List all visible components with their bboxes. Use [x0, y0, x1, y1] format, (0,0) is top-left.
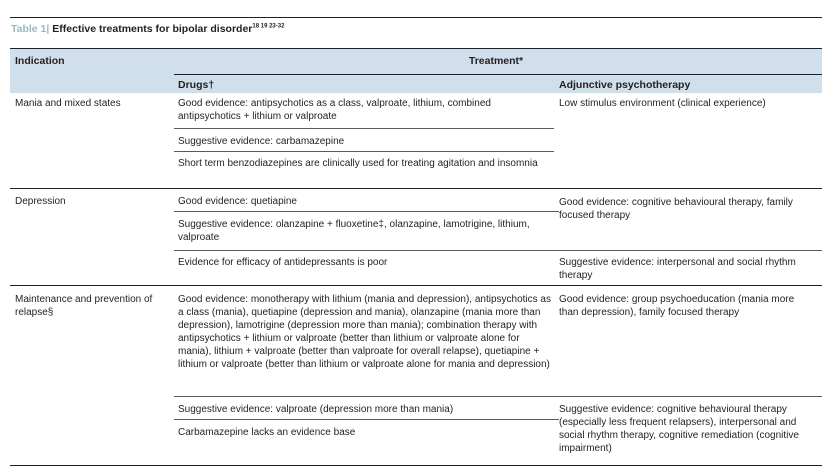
table-refs: 18 19 23-32	[252, 23, 285, 30]
maintenance-drug-carbamazepine: Carbamazepine lacks an evidence base	[178, 427, 356, 438]
maintenance-drug-suggestive: Suggestive evidence: valproate (depression more than mania)	[178, 404, 454, 415]
mania-psy: Low stimulus environment (clinical experience)	[559, 98, 766, 109]
row-divider	[10, 285, 822, 286]
table-title-text: Effective treatments for bipolar disorder	[52, 23, 253, 35]
header-psychotherapy: Adjunctive psychotherapy	[559, 79, 691, 91]
table-number: Table 1|	[11, 23, 50, 35]
maintenance-drug-good: Good evidence: monotherapy with lithium (mania and depression), antipsychotics as a class (mania), quetiapine (depression and mania), olanzapine (mania more than depression), lamotrigine (depression more than mania); combination therapy with antipsychotics + lithium or valproate (better than lithium or valproate alone for mania), lithium + valproate (better than valproate for overall relapse), quetiapine + lithium or valproate (better than lithium or valproate alone for mania and depression)	[178, 294, 551, 370]
divider	[174, 419, 559, 420]
divider	[174, 128, 554, 129]
depression-drug-good: Good evidence: quetiapine	[178, 196, 297, 207]
mania-indication: Mania and mixed states	[15, 98, 121, 109]
header-treatment: Treatment*	[468, 55, 524, 67]
mania-drug-good: Good evidence: antipsychotics as a class, valproate, lithium, combined antipsychotics + lithium or valproate	[178, 98, 491, 122]
table-title	[11, 23, 284, 35]
bottom-rule	[10, 465, 822, 466]
row-divider	[10, 188, 822, 189]
depression-psy-good: Good evidence: cognitive behavioural therapy, family focused therapy	[559, 197, 793, 221]
depression-indication: Depression	[15, 196, 66, 207]
top-rule	[10, 17, 822, 18]
divider	[174, 250, 822, 251]
divider	[174, 151, 554, 152]
maintenance-psy-good: Good evidence: group psychoeducation (mania more than depression), family focused therapy	[559, 294, 795, 318]
header-divider	[174, 74, 822, 75]
maintenance-psy-suggestive: Suggestive evidence: cognitive behavioural therapy (especially less frequent relapsers), interpersonal and social rhythm therapy, cognitive remediation (cognitive impairment)	[559, 404, 799, 454]
divider	[174, 396, 822, 397]
depression-drug-suggestive: Suggestive evidence: olanzapine + fluoxetine‡, olanzapine, lamotrigine, lithium, valproate	[178, 219, 530, 243]
mania-drug-suggestive: Suggestive evidence: carbamazepine	[178, 136, 345, 147]
header-drugs: Drugs†	[178, 79, 215, 91]
divider	[174, 211, 559, 212]
mania-drug-benzodiazepines: Short term benzodiazepines are clinically used for treating agitation and insomnia	[178, 158, 538, 169]
header-indication: Indication	[15, 55, 65, 67]
maintenance-indication: Maintenance and prevention of relapse§	[15, 294, 153, 318]
depression-psy-suggestive: Suggestive evidence: interpersonal and social rhythm therapy	[559, 257, 796, 281]
depression-drug-antidepressants: Evidence for efficacy of antidepressants is poor	[178, 257, 388, 268]
